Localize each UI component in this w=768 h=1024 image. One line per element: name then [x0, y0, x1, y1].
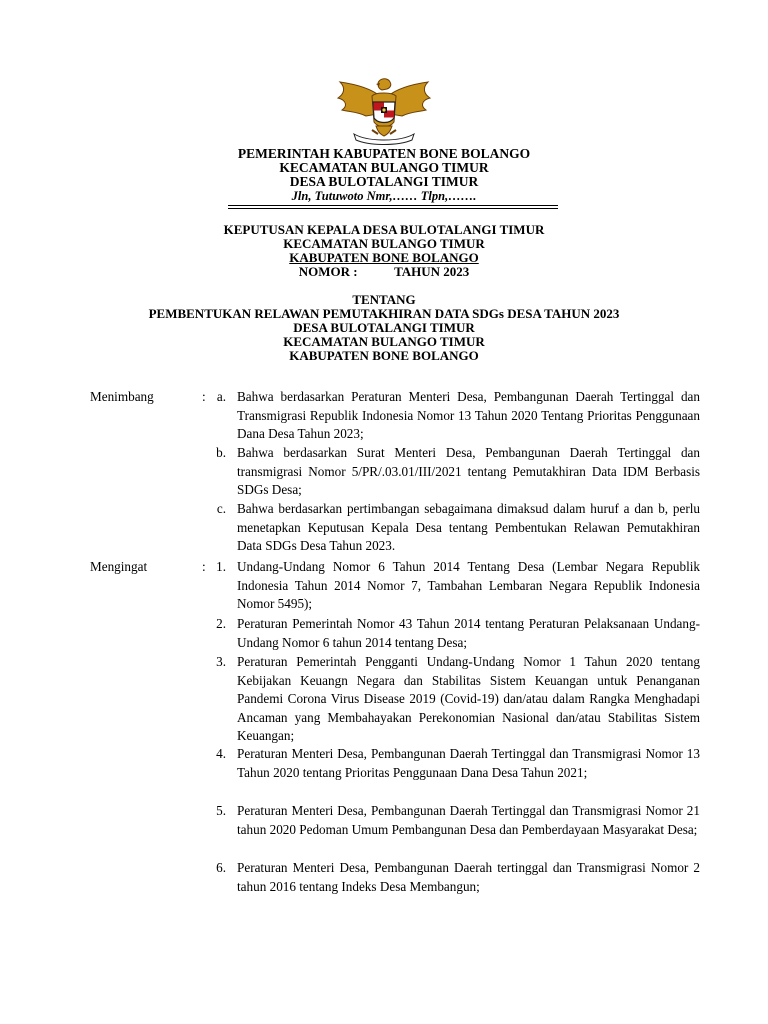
list-marker: 3. — [216, 654, 226, 669]
mengingat-colon: : — [202, 559, 206, 574]
header-divider-thin — [228, 205, 558, 206]
list-item-text: Peraturan Menteri Desa, Pembangunan Daerah Tertinggal dan Transmigrasi Nomor 21 tahun 2020 Pedoman Umum Pembangunan Desa dan Pemberdayaan Masyarakat Desa; — [237, 803, 700, 837]
list-item-text: Peraturan Menteri Desa, Pembangunan Daerah tertinggal dan Transmigrasi Nomor 2 tahun 2016 tentang Indeks Desa Membangun; — [237, 860, 700, 894]
header-government: PEMERINTAH KABUPATEN BONE BOLANGO — [237, 146, 531, 161]
list-marker: b. — [216, 445, 226, 460]
list-item-text: Peraturan Pemerintah Nomor 43 Tahun 2014 tentang Peraturan Pelaksanaan Undang-Undang Nomor 6 tahun 2014 tentang Desa; — [237, 616, 700, 650]
list-marker: 1. — [216, 559, 226, 574]
list-item-text: Bahwa berdasarkan Peraturan Menteri Desa, Pembangunan Daerah Tertinggal dan Transmigrasi Republik Indonesia Nomor 13 Tahun 2020 Tentang Prioritas Penggunaan Dana Desa Tahun 2023; — [237, 389, 700, 441]
decision-regency: KABUPATEN BONE BOLANGO — [289, 250, 479, 265]
header-address: Jln, Tutuwoto Nmr,…… Tlpn,……. — [291, 189, 477, 203]
list-marker: 4. — [216, 746, 226, 761]
list-item-text: Bahwa berdasarkan Surat Menteri Desa, Pembangunan Daerah Tertinggal dan transmigrasi Nomor 5/PR/.03.01/III/2021 tentang Pemutakhiran Data IDM Berbasis SDGs Desa; — [237, 445, 700, 497]
decision-title: KEPUTUSAN KEPALA DESA BULOTALANGI TIMUR — [223, 222, 545, 237]
list-item-text: Peraturan Pemerintah Pengganti Undang-Undang Nomor 1 Tahun 2020 tentang Kebijakan Keuangn Negara dan Stabilitas Sistem Keuangan untuk Penanganan Pandemi Corona Virus Disease 2019 (Covid-19) dan/atau dalam Rangka Menghadapi Ancaman yang Membahayakan Perekonomian Nasional dan/atau Stabilitas Sistem Keuangan; — [237, 654, 700, 743]
menimbang-label: Menimbang — [90, 389, 154, 404]
list-item-text: Undang-Undang Nomor 6 Tahun 2014 Tentang Desa (Lembar Negara Republik Indonesia Tahun 2014 Nomor 7, Tambahan Lembaran Negara Republik Indonesia Nomor 5495); — [237, 559, 700, 611]
header-divider-thick — [228, 208, 558, 209]
header-village: DESA BULOTALANGI TIMUR — [289, 174, 479, 189]
subject-title: PEMBENTUKAN RELAWAN PEMUTAKHIRAN DATA SDGs DESA TAHUN 2023 — [148, 306, 620, 321]
decision-district: KECAMATAN BULANGO TIMUR — [283, 236, 485, 251]
decision-regency-wrap — [0, 251, 768, 266]
subject-regency: KABUPATEN BONE BOLANGO — [289, 348, 479, 363]
list-marker: 6. — [216, 860, 226, 875]
decision-number-line — [0, 265, 768, 280]
list-marker: a. — [216, 389, 226, 404]
subject-district: KECAMATAN BULANGO TIMUR — [283, 334, 485, 349]
mengingat-label: Mengingat — [90, 559, 148, 574]
garuda-emblem-icon — [332, 76, 436, 146]
list-item-text: Peraturan Menteri Desa, Pembangunan Daerah Tertinggal dan Transmigrasi Nomor 13 Tahun 2020 tentang Prioritas Penggunaan Dana Desa Tahun 2021; — [237, 746, 700, 780]
decision-year: TAHUN 2023 — [394, 264, 470, 279]
list-item-text: Bahwa berdasarkan pertimbangan sebagaimana dimaksud dalam huruf a dan b, perlu menetapkan Keputusan Kepala Desa tentang Pembentukan Relawan Pemutakhiran Data SDGs Desa Tahun 2023. — [237, 501, 700, 553]
header-district: KECAMATAN BULANGO TIMUR — [279, 160, 489, 175]
list-marker: 5. — [216, 803, 226, 818]
list-marker: 2. — [216, 616, 226, 631]
subject-tentang: TENTANG — [352, 292, 416, 307]
list-marker: c. — [216, 501, 226, 516]
menimbang-colon: : — [202, 389, 206, 404]
subject-village: DESA BULOTALANGI TIMUR — [293, 320, 475, 335]
decision-number-label: NOMOR : — [298, 264, 358, 279]
